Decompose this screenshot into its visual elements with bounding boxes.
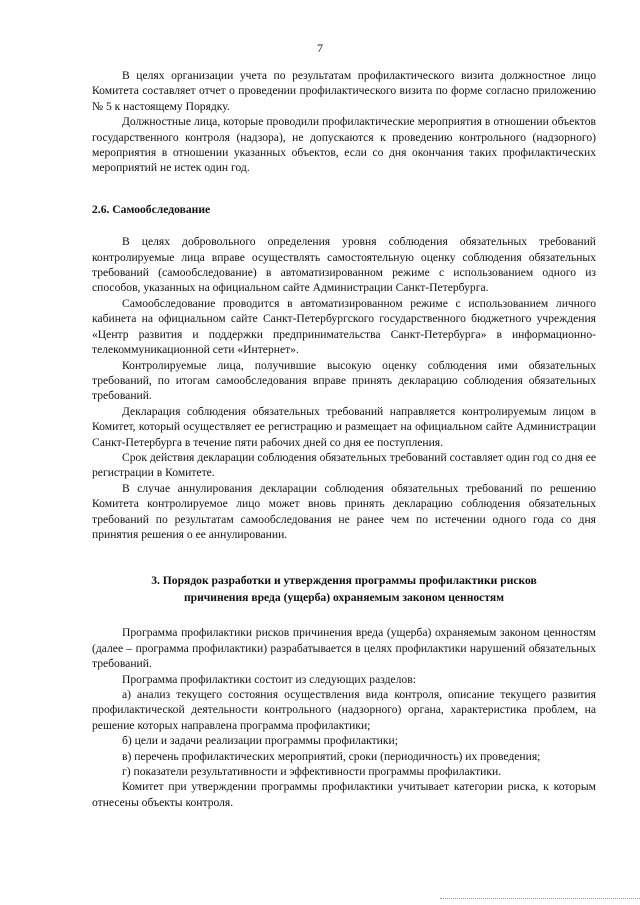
section-2-6-paragraph: Декларация соблюдения обязательных требований направляется контролируемым лицом в Комитет, который осуществляет ее регистрацию и размещает на официальном сайте Администрации Санкт-Петербурга в течение пяти рабочих дней со дня ее поступления. — [92, 404, 596, 449]
section-3-paragraph: Комитет при утверждении программы профилактики учитывает категории риска, к которым отнесены объекты контроля. — [92, 780, 596, 809]
section-2-6-paragraph: В случае аннулирования декларации соблюдения обязательных требований по решению Комитета контролируемое лицо может вновь принять декларацию соблюдения обязательных требований по результатам самообследования не ранее чем по истечении одного года со дня принятия решения о ее аннулировании. — [92, 481, 596, 541]
section-3-paragraph: в) перечень профилактических мероприятий, сроки (периодичность) их проведения; — [122, 749, 541, 763]
section-3-paragraph: а) анализ текущего состояния осуществления вида контроля, описание текущего развития профилактической деятельности контрольного (надзорного) органа, характеристика проблем, на решение которых направлена программа профилактики; — [92, 688, 596, 732]
section-3-paragraph: г) показатели результативности и эффективности программы профилактики. — [122, 765, 502, 779]
intro-paragraph: В целях организации учета по результатам профилактического визита должностное лицо Комитета составляет отчет о проведении профилактического визита по форме согласно приложению № 5 к настоящему Порядку. — [92, 69, 596, 113]
section-3-heading-line: 3. Порядок разработки и утверждения программы профилактики рисков — [151, 574, 537, 588]
section-2-6-paragraph: Срок действия декларации соблюдения обязательных требований составляет один год со дня ее регистрации в Комитете. — [92, 450, 596, 480]
page-number: 7 — [317, 41, 323, 55]
scan-edge-divider — [440, 898, 640, 899]
section-2-6-paragraph: Самообследование проводится в автоматизированном режиме с использованием личного кабинета на официальном сайте Санкт-Петербургского государственного бюджетного учреждения «Центр развития и поддержки предпринимательства Санкт-Петербурга» в информационно-телекоммуникационной сети «Интернет». — [92, 296, 596, 357]
section-2-6-paragraph: В целях добровольного определения уровня соблюдения обязательных требований контролируемые лица вправе осуществлять самостоятельную оценку соблюдения обязательных требований (самообследование) в автоматизированном режиме с использованием одного из способов, указанных на официальном сайте Администрации Санкт-Петербурга. — [92, 235, 596, 295]
section-2-6-heading: 2.6. Самообследование — [92, 202, 211, 216]
section-3-paragraph: Программа профилактики рисков причинения вреда (ущерба) охраняемым законом ценностям (далее – программа профилактики) разрабатывается в целях профилактики нарушений обязательных требований. — [92, 626, 596, 671]
section-2-6-paragraph: Контролируемые лица, получившие высокую оценку соблюдения ими обязательных требований, по итогам самообследования вправе принять декларацию соблюдения обязательных требований. — [92, 358, 596, 403]
section-3-paragraph: Программа профилактики состоит из следующих разделов: — [122, 672, 416, 686]
intro-paragraph: Должностные лица, которые проводили профилактические мероприятия в отношении объектов государственного контроля (надзора), не допускаются к проведению контрольного (надзорного) мероприятия в отношении указанных объектов, если со дня окончания таких профилактических мероприятий не истек один год. — [92, 115, 596, 175]
section-3-heading-line: причинения вреда (ущерба) охраняемым законом ценностям — [183, 591, 505, 605]
document-body — [92, 68, 596, 810]
section-3-paragraph: б) цели и задачи реализации программы профилактики; — [122, 734, 398, 748]
section-3-heading — [92, 572, 596, 606]
